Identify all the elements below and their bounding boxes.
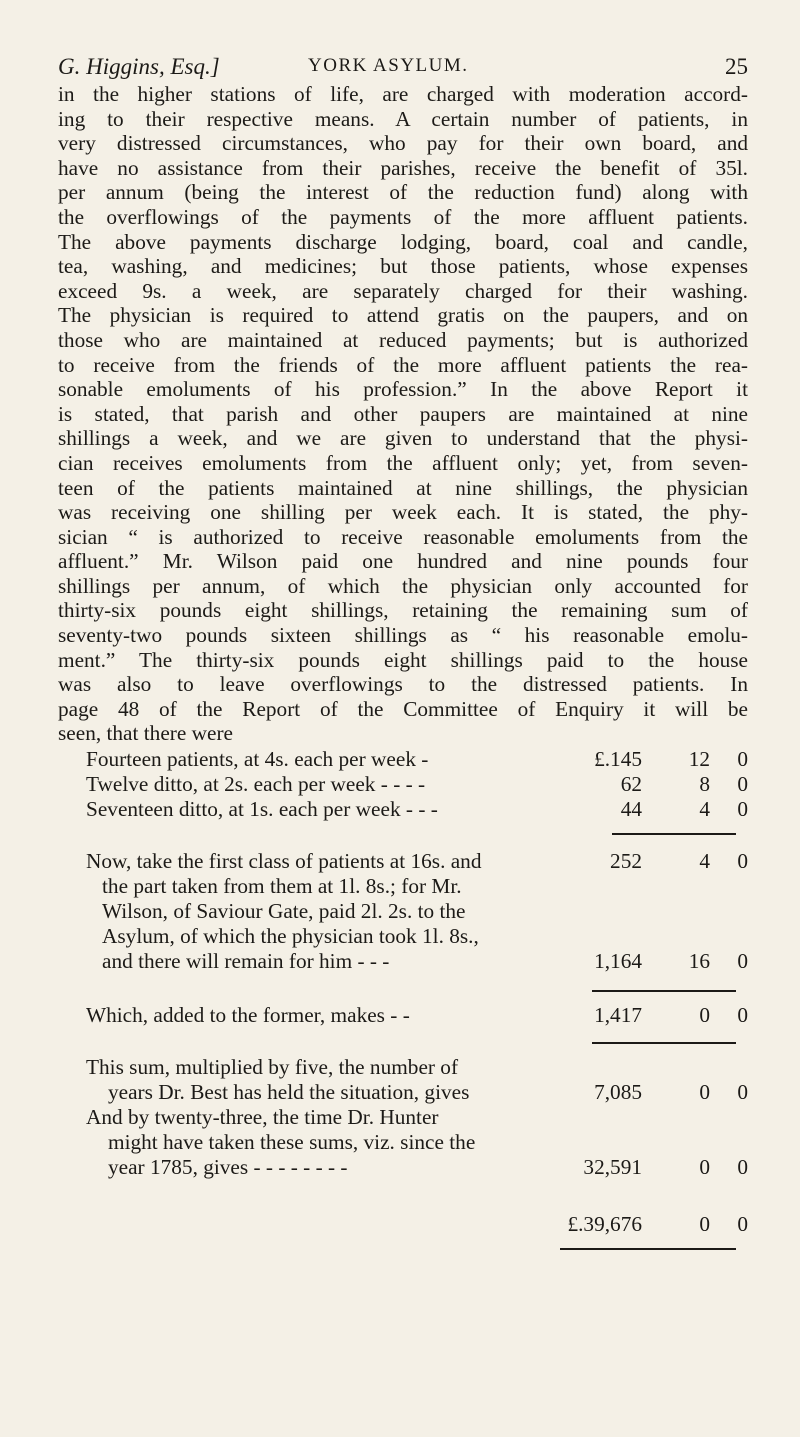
shillings-value: 0 bbox=[699, 1003, 710, 1027]
account-text: This sum, multiplied by five, the number of bbox=[86, 1055, 459, 1079]
grand-total-pounds: £.39,676 bbox=[567, 1212, 642, 1236]
account-row bbox=[58, 873, 748, 899]
text-line: was receiving one shilling per week each. It is stated, the phy- bbox=[58, 500, 748, 525]
text-line: shillings a week, and we are given to understand that the physi- bbox=[58, 426, 748, 451]
text-line: affluent.” Mr. Wilson paid one hundred and nine pounds four bbox=[58, 549, 748, 574]
account-text: Wilson, of Saviour Gate, paid 2l. 2s. to the bbox=[102, 899, 466, 923]
pounds-value: 7,085 bbox=[594, 1080, 642, 1104]
grand-total-pence: 0 bbox=[737, 1212, 748, 1236]
text-line: cian receives emoluments from the affluent only; yet, from seven- bbox=[58, 450, 748, 475]
account-text: the part taken from them at 1l. 8s.; for Mr. bbox=[102, 874, 462, 898]
text-line: The physician is required to attend gratis on the paupers, and on bbox=[58, 303, 748, 328]
account-row bbox=[58, 746, 748, 772]
pence-value: 0 bbox=[737, 849, 748, 873]
account-text: year 1785, gives - - - - - - - - bbox=[108, 1155, 348, 1179]
account-text: Now, take the first class of patients at 16s. and bbox=[86, 849, 482, 873]
account-row bbox=[58, 948, 748, 974]
pence-value: 0 bbox=[737, 1003, 748, 1027]
page-number: 25 bbox=[725, 54, 748, 79]
account-label: Twelve ditto, at 2s. each per week - - - - bbox=[86, 772, 426, 796]
account-text: might have taken these sums, viz. since the bbox=[108, 1130, 476, 1154]
account-row bbox=[58, 1104, 748, 1130]
text-line: the overflowings of the payments of the more affluent patients. bbox=[58, 204, 748, 229]
text-line: teen of the patients maintained at nine shillings, the physician bbox=[58, 475, 748, 500]
account-row bbox=[58, 1002, 748, 1028]
shillings-value: 4 bbox=[699, 797, 710, 821]
header-author: G. Higgins, Esq.] bbox=[58, 54, 220, 79]
text-line: sician “ is authorized to receive reasonable emoluments from the bbox=[58, 524, 748, 549]
account-text: and there will remain for him - - - bbox=[102, 949, 390, 973]
pounds-value: 1,164 bbox=[594, 949, 642, 973]
shillings-value: 16 bbox=[688, 949, 710, 973]
text-line: in the higher stations of life, are charged with moderation accord- bbox=[58, 82, 748, 106]
pence-value: 0 bbox=[737, 1080, 748, 1104]
account-row bbox=[58, 1054, 748, 1080]
account-text: And by twenty-three, the time Dr. Hunter bbox=[86, 1105, 439, 1129]
body-paragraph bbox=[58, 82, 748, 746]
text-line: have no assistance from their parishes, receive the benefit of 35l. bbox=[58, 155, 748, 180]
text-line: The above payments discharge lodging, board, coal and candle, bbox=[58, 229, 748, 254]
account-label: Fourteen patients, at 4s. each per week - bbox=[86, 747, 429, 771]
account-row bbox=[58, 1154, 748, 1180]
sum-rule bbox=[592, 1042, 736, 1044]
pounds-value: 32,591 bbox=[583, 1155, 642, 1179]
pence-value: 0 bbox=[737, 772, 748, 796]
text-line: seventy-two pounds sixteen shillings as “ his reasonable emolu- bbox=[58, 623, 748, 648]
account-row bbox=[58, 796, 748, 822]
sum-rule bbox=[560, 1248, 736, 1250]
text-line: page 48 of the Report of the Committee of Enquiry it will be bbox=[58, 696, 748, 721]
text-line: those who are maintained at reduced payments; but is authorized bbox=[58, 327, 748, 352]
text-line: was also to leave overflowings to the distressed patients. In bbox=[58, 672, 748, 697]
grand-total-shillings: 0 bbox=[699, 1212, 710, 1236]
account-row bbox=[58, 771, 748, 797]
grand-total-row bbox=[58, 1211, 748, 1237]
account-row bbox=[58, 848, 748, 874]
text-line: per annum (being the interest of the reduction fund) along with bbox=[58, 180, 748, 205]
text-line: seen, that there were bbox=[58, 721, 234, 746]
text-line: is stated, that parish and other paupers are maintained at nine bbox=[58, 401, 748, 426]
pence-value: 0 bbox=[737, 747, 748, 771]
header-title: YORK ASYLUM. bbox=[308, 55, 469, 76]
account-label: Seventeen ditto, at 1s. each per week - - - bbox=[86, 797, 438, 821]
sum-rule bbox=[592, 990, 736, 992]
account-text: Which, added to the former, makes - - bbox=[86, 1003, 410, 1027]
shillings-value: 0 bbox=[699, 1155, 710, 1179]
text-line: sonable emoluments of his profession.” In the above Report it bbox=[58, 377, 748, 402]
pence-value: 0 bbox=[737, 1155, 748, 1179]
text-line: ing to their respective means. A certain number of patients, in bbox=[58, 106, 748, 131]
text-line: very distressed circumstances, who pay for their own board, and bbox=[58, 131, 748, 156]
pounds-value: 252 bbox=[610, 849, 642, 873]
text-line: thirty-six pounds eight shillings, retaining the remaining sum of bbox=[58, 598, 748, 623]
text-line: ment.” The thirty-six pounds eight shillings paid to the house bbox=[58, 647, 748, 672]
text-line: to receive from the friends of the more affluent patients the rea- bbox=[58, 352, 748, 377]
pence-value: 0 bbox=[737, 797, 748, 821]
pounds-value: £.145 bbox=[594, 747, 642, 771]
shillings-value: 8 bbox=[699, 772, 710, 796]
account-text: Asylum, of which the physician took 1l. 8s., bbox=[102, 924, 479, 948]
pounds-value: 1,417 bbox=[594, 1003, 642, 1027]
shillings-value: 12 bbox=[688, 747, 710, 771]
pounds-value: 44 bbox=[620, 797, 642, 821]
sum-rule bbox=[612, 833, 736, 835]
shillings-value: 4 bbox=[699, 849, 710, 873]
account-row bbox=[58, 1129, 748, 1155]
account-row bbox=[58, 1079, 748, 1105]
text-line: exceed 9s. a week, are separately charged for their washing. bbox=[58, 278, 748, 303]
account-row bbox=[58, 923, 748, 949]
shillings-value: 0 bbox=[699, 1080, 710, 1104]
account-text: years Dr. Best has held the situation, gives bbox=[108, 1080, 470, 1104]
pence-value: 0 bbox=[737, 949, 748, 973]
account-row bbox=[58, 898, 748, 924]
text-line: tea, washing, and medicines; but those patients, whose expenses bbox=[58, 254, 748, 279]
text-line: shillings per annum, of which the physician only accounted for bbox=[58, 573, 748, 598]
pounds-value: 62 bbox=[620, 772, 642, 796]
